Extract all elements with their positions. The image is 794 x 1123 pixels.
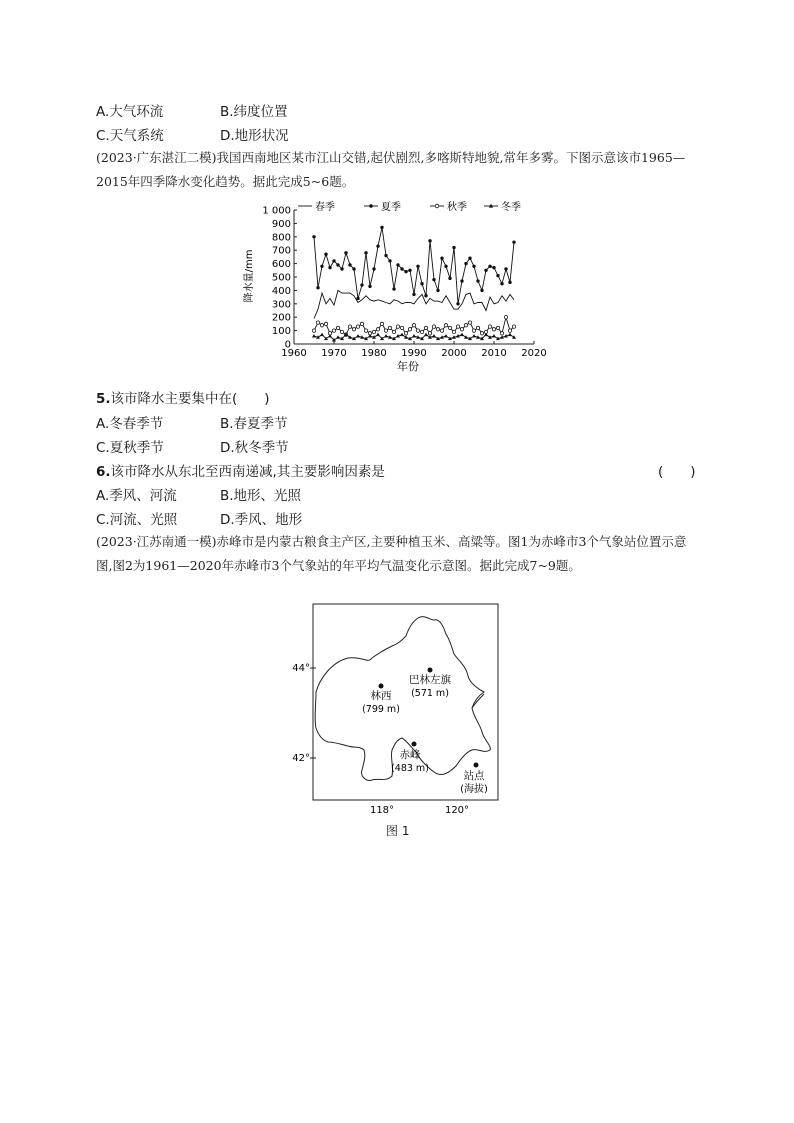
series-point bbox=[512, 240, 515, 243]
series-point bbox=[476, 279, 479, 282]
series-point bbox=[400, 333, 404, 337]
legend-marker bbox=[369, 204, 373, 208]
station-elev-linxi: (799 m) bbox=[362, 704, 400, 715]
series-point bbox=[500, 332, 503, 335]
q6-option-c: C.河流、光照 bbox=[96, 512, 178, 528]
lon-label-120: 120° bbox=[444, 805, 470, 816]
series-point bbox=[448, 277, 451, 280]
series-point bbox=[488, 265, 491, 268]
chart-y-tick-label: 100 bbox=[271, 326, 291, 338]
chart-y-tick-label: 400 bbox=[271, 285, 291, 297]
series-point bbox=[376, 333, 380, 337]
q5-option-a: A.冬春季节 bbox=[96, 416, 164, 432]
chart-y-tick-label: 900 bbox=[271, 218, 291, 230]
series-point bbox=[356, 325, 359, 328]
q4-option-d: D.地形状况 bbox=[220, 128, 289, 144]
q5-option-d: D.秋冬季节 bbox=[220, 440, 289, 456]
series-point bbox=[416, 329, 419, 332]
chart-x-tick-label: 2020 bbox=[521, 348, 547, 359]
chart-y-tick-label: 500 bbox=[271, 272, 291, 284]
chart-x-tick-label: 1960 bbox=[281, 348, 307, 359]
intro-paragraph-2: (2023·江苏南通一模)赤峰市是内蒙古粮食主产区,主要种植玉米、高粱等。图1为赤峰市3个气象站位置示意图,图2为1961—2020年赤峰市3个气象站的年平均气温变化示意图。据此完成7~9题。 bbox=[96, 534, 687, 573]
series-point bbox=[368, 285, 371, 288]
series-point bbox=[340, 267, 343, 270]
series-point bbox=[452, 330, 455, 333]
series-point bbox=[468, 321, 471, 324]
series-point bbox=[492, 266, 495, 269]
series-point bbox=[476, 326, 479, 329]
series-point bbox=[320, 324, 323, 327]
question-6-number: 6. bbox=[96, 464, 111, 480]
series-point bbox=[364, 251, 367, 254]
series-point bbox=[484, 269, 487, 272]
series-point bbox=[372, 267, 375, 270]
series-point bbox=[384, 334, 388, 338]
series-point bbox=[320, 265, 323, 268]
series-point bbox=[444, 324, 447, 327]
series-point bbox=[512, 325, 515, 328]
chart-y-tick-label: 600 bbox=[271, 259, 291, 271]
chart-x-tick-label: 1990 bbox=[401, 348, 427, 359]
legend-label-4: 冬季 bbox=[501, 202, 521, 213]
map-legend-dot bbox=[474, 763, 479, 768]
series-point bbox=[508, 333, 512, 337]
q5-option-b: B.春夏季节 bbox=[220, 416, 288, 432]
series-point bbox=[504, 316, 507, 319]
series-point bbox=[472, 265, 475, 268]
chart-legend bbox=[298, 200, 521, 213]
legend-label-1: 春季 bbox=[315, 202, 335, 213]
q5-option-c: C.夏秋季节 bbox=[96, 440, 164, 456]
station-dot-linxi bbox=[379, 684, 384, 689]
series-point bbox=[496, 326, 499, 329]
chart-x-tick-label: 1980 bbox=[361, 348, 387, 359]
series-point bbox=[440, 257, 443, 260]
series-point bbox=[456, 302, 459, 305]
series-point bbox=[356, 334, 360, 338]
series-point bbox=[416, 265, 419, 268]
series-point bbox=[348, 263, 351, 266]
q6-option-d: D.季风、地形 bbox=[220, 512, 303, 528]
intro-paragraph-1: (2023·广东湛江二模)我国西南地区某市江山交错,起伏剧烈,多喀斯特地貌,常年多雾。下图示意该市1965—2015年四季降水变化趋势。据此完成5~6题。 bbox=[96, 150, 686, 189]
boundary-detail bbox=[472, 694, 484, 708]
series-point bbox=[332, 329, 335, 332]
legend-marker bbox=[435, 204, 439, 208]
chart-y-axis-label: 降水量/mm bbox=[244, 249, 255, 303]
series-point bbox=[464, 262, 467, 265]
series-point bbox=[316, 286, 319, 289]
question-6-answer-bracket: ( ) bbox=[658, 464, 696, 480]
series-point bbox=[360, 283, 363, 286]
map-legend-elevation: (海拔) bbox=[460, 784, 488, 795]
question-5-stem: 该市降水主要集中在( ) bbox=[110, 391, 270, 407]
series-point bbox=[432, 325, 435, 328]
station-name-linxi: 林西 bbox=[370, 690, 392, 702]
question-6-stem: 该市降水从东北至西南递减,其主要影响因素是 bbox=[110, 464, 385, 480]
series-point bbox=[372, 330, 375, 333]
series-point bbox=[388, 326, 391, 329]
q6-option-b: B.地形、光照 bbox=[220, 488, 302, 504]
series-point bbox=[312, 235, 315, 238]
series-point bbox=[380, 226, 383, 229]
series-point bbox=[464, 324, 467, 327]
series-point bbox=[392, 287, 395, 290]
series-point bbox=[448, 326, 451, 329]
series-point bbox=[396, 325, 399, 328]
chart-y-tick-label: 300 bbox=[271, 299, 291, 311]
series-point bbox=[472, 334, 476, 338]
series-point bbox=[412, 324, 415, 327]
series-point bbox=[412, 334, 416, 338]
lat-label-42: 42° bbox=[292, 753, 310, 764]
q4-option-b: B.纬度位置 bbox=[220, 104, 288, 120]
series-point bbox=[336, 326, 339, 329]
series-point bbox=[436, 289, 439, 292]
series-point bbox=[364, 329, 367, 332]
series-point bbox=[480, 289, 483, 292]
series-point bbox=[324, 322, 327, 325]
series-point bbox=[384, 254, 387, 257]
series-point bbox=[472, 329, 475, 332]
series-point bbox=[380, 322, 383, 325]
series-point bbox=[508, 329, 511, 332]
series-point bbox=[460, 333, 464, 337]
series-point bbox=[412, 293, 415, 296]
series-point bbox=[400, 326, 403, 329]
series-point bbox=[376, 328, 379, 331]
station-dot-chifeng bbox=[412, 742, 417, 747]
series-line-2 bbox=[314, 227, 514, 303]
series-point bbox=[460, 328, 463, 331]
lon-label-118: 118° bbox=[369, 805, 395, 816]
series-point bbox=[428, 239, 431, 242]
series-point bbox=[424, 333, 428, 337]
series-point bbox=[460, 279, 463, 282]
series-point bbox=[320, 333, 324, 337]
question-5-number: 5. bbox=[96, 391, 111, 407]
chart-x-tick-label: 2010 bbox=[481, 348, 507, 359]
series-point bbox=[396, 263, 399, 266]
series-point bbox=[492, 328, 495, 331]
series-point bbox=[420, 282, 423, 285]
series-point bbox=[480, 332, 483, 335]
series-point bbox=[508, 281, 511, 284]
series-point bbox=[324, 253, 327, 256]
series-point bbox=[432, 334, 436, 338]
series-point bbox=[432, 278, 435, 281]
series-point bbox=[404, 332, 407, 335]
series-point bbox=[468, 257, 471, 260]
legend-label-3: 秋季 bbox=[447, 202, 467, 213]
series-point bbox=[356, 297, 359, 300]
question-5 bbox=[96, 387, 270, 407]
q4-option-a: A.大气环流 bbox=[96, 104, 164, 120]
chart-series-layer bbox=[312, 226, 516, 342]
chart-x-tick-label: 2000 bbox=[441, 348, 467, 359]
series-point bbox=[312, 334, 316, 338]
chart-x-axis-label: 年份 bbox=[397, 360, 419, 373]
series-point bbox=[440, 329, 443, 332]
figure-1-caption: 图 1 bbox=[386, 824, 410, 838]
series-point bbox=[496, 274, 499, 277]
q4-option-c: C.天气系统 bbox=[96, 128, 164, 144]
series-point bbox=[384, 329, 387, 332]
series-point bbox=[408, 328, 411, 331]
series-point bbox=[376, 244, 379, 247]
series-point bbox=[424, 326, 427, 329]
station-elev-chifeng: (483 m) bbox=[391, 763, 429, 774]
legend-label-2: 夏季 bbox=[381, 202, 401, 213]
chart-y-tick-label: 200 bbox=[271, 312, 291, 324]
series-point bbox=[444, 334, 448, 338]
series-point bbox=[400, 267, 403, 270]
precipitation-chart bbox=[236, 198, 556, 376]
series-point bbox=[456, 325, 459, 328]
chart-y-tick-label: 1 000 bbox=[262, 205, 291, 217]
series-point bbox=[408, 269, 411, 272]
series-point bbox=[328, 266, 331, 269]
question-6 bbox=[96, 460, 385, 480]
series-point bbox=[352, 328, 355, 331]
map-legend-station: 站点 bbox=[463, 770, 485, 782]
series-point bbox=[436, 328, 439, 331]
lat-label-44: 44° bbox=[292, 663, 310, 674]
series-point bbox=[336, 263, 339, 266]
series-point bbox=[340, 330, 343, 333]
series-point bbox=[332, 259, 335, 262]
series-point bbox=[488, 325, 491, 328]
chart-y-tick-label: 800 bbox=[271, 232, 291, 244]
station-location-map bbox=[280, 600, 510, 820]
station-name-chifeng: 赤峰 bbox=[399, 749, 421, 761]
series-point bbox=[348, 325, 351, 328]
series-point bbox=[316, 321, 319, 324]
series-point bbox=[428, 332, 431, 335]
series-point bbox=[404, 270, 407, 273]
chart-y-tick-label: 0 bbox=[284, 339, 291, 351]
series-point bbox=[420, 330, 423, 333]
chart-y-tick-label: 700 bbox=[271, 245, 291, 257]
station-dot-balinzuoqi bbox=[428, 668, 433, 673]
series-point bbox=[500, 282, 503, 285]
chart-x-tick-label: 1970 bbox=[321, 348, 347, 359]
series-point bbox=[336, 335, 340, 339]
series-point bbox=[344, 251, 347, 254]
series-point bbox=[352, 267, 355, 270]
q6-option-a: A.季风、河流 bbox=[96, 488, 177, 504]
series-point bbox=[444, 265, 447, 268]
series-point bbox=[392, 330, 395, 333]
series-point bbox=[388, 259, 391, 262]
series-point bbox=[360, 322, 363, 325]
station-elev-balinzuoqi: (571 m) bbox=[411, 688, 449, 699]
series-point bbox=[312, 329, 315, 332]
series-point bbox=[452, 246, 455, 249]
series-point bbox=[492, 334, 496, 338]
station-name-balinzuoqi: 巴林左旗 bbox=[409, 674, 451, 686]
series-point bbox=[504, 267, 507, 270]
series-point bbox=[424, 294, 427, 297]
